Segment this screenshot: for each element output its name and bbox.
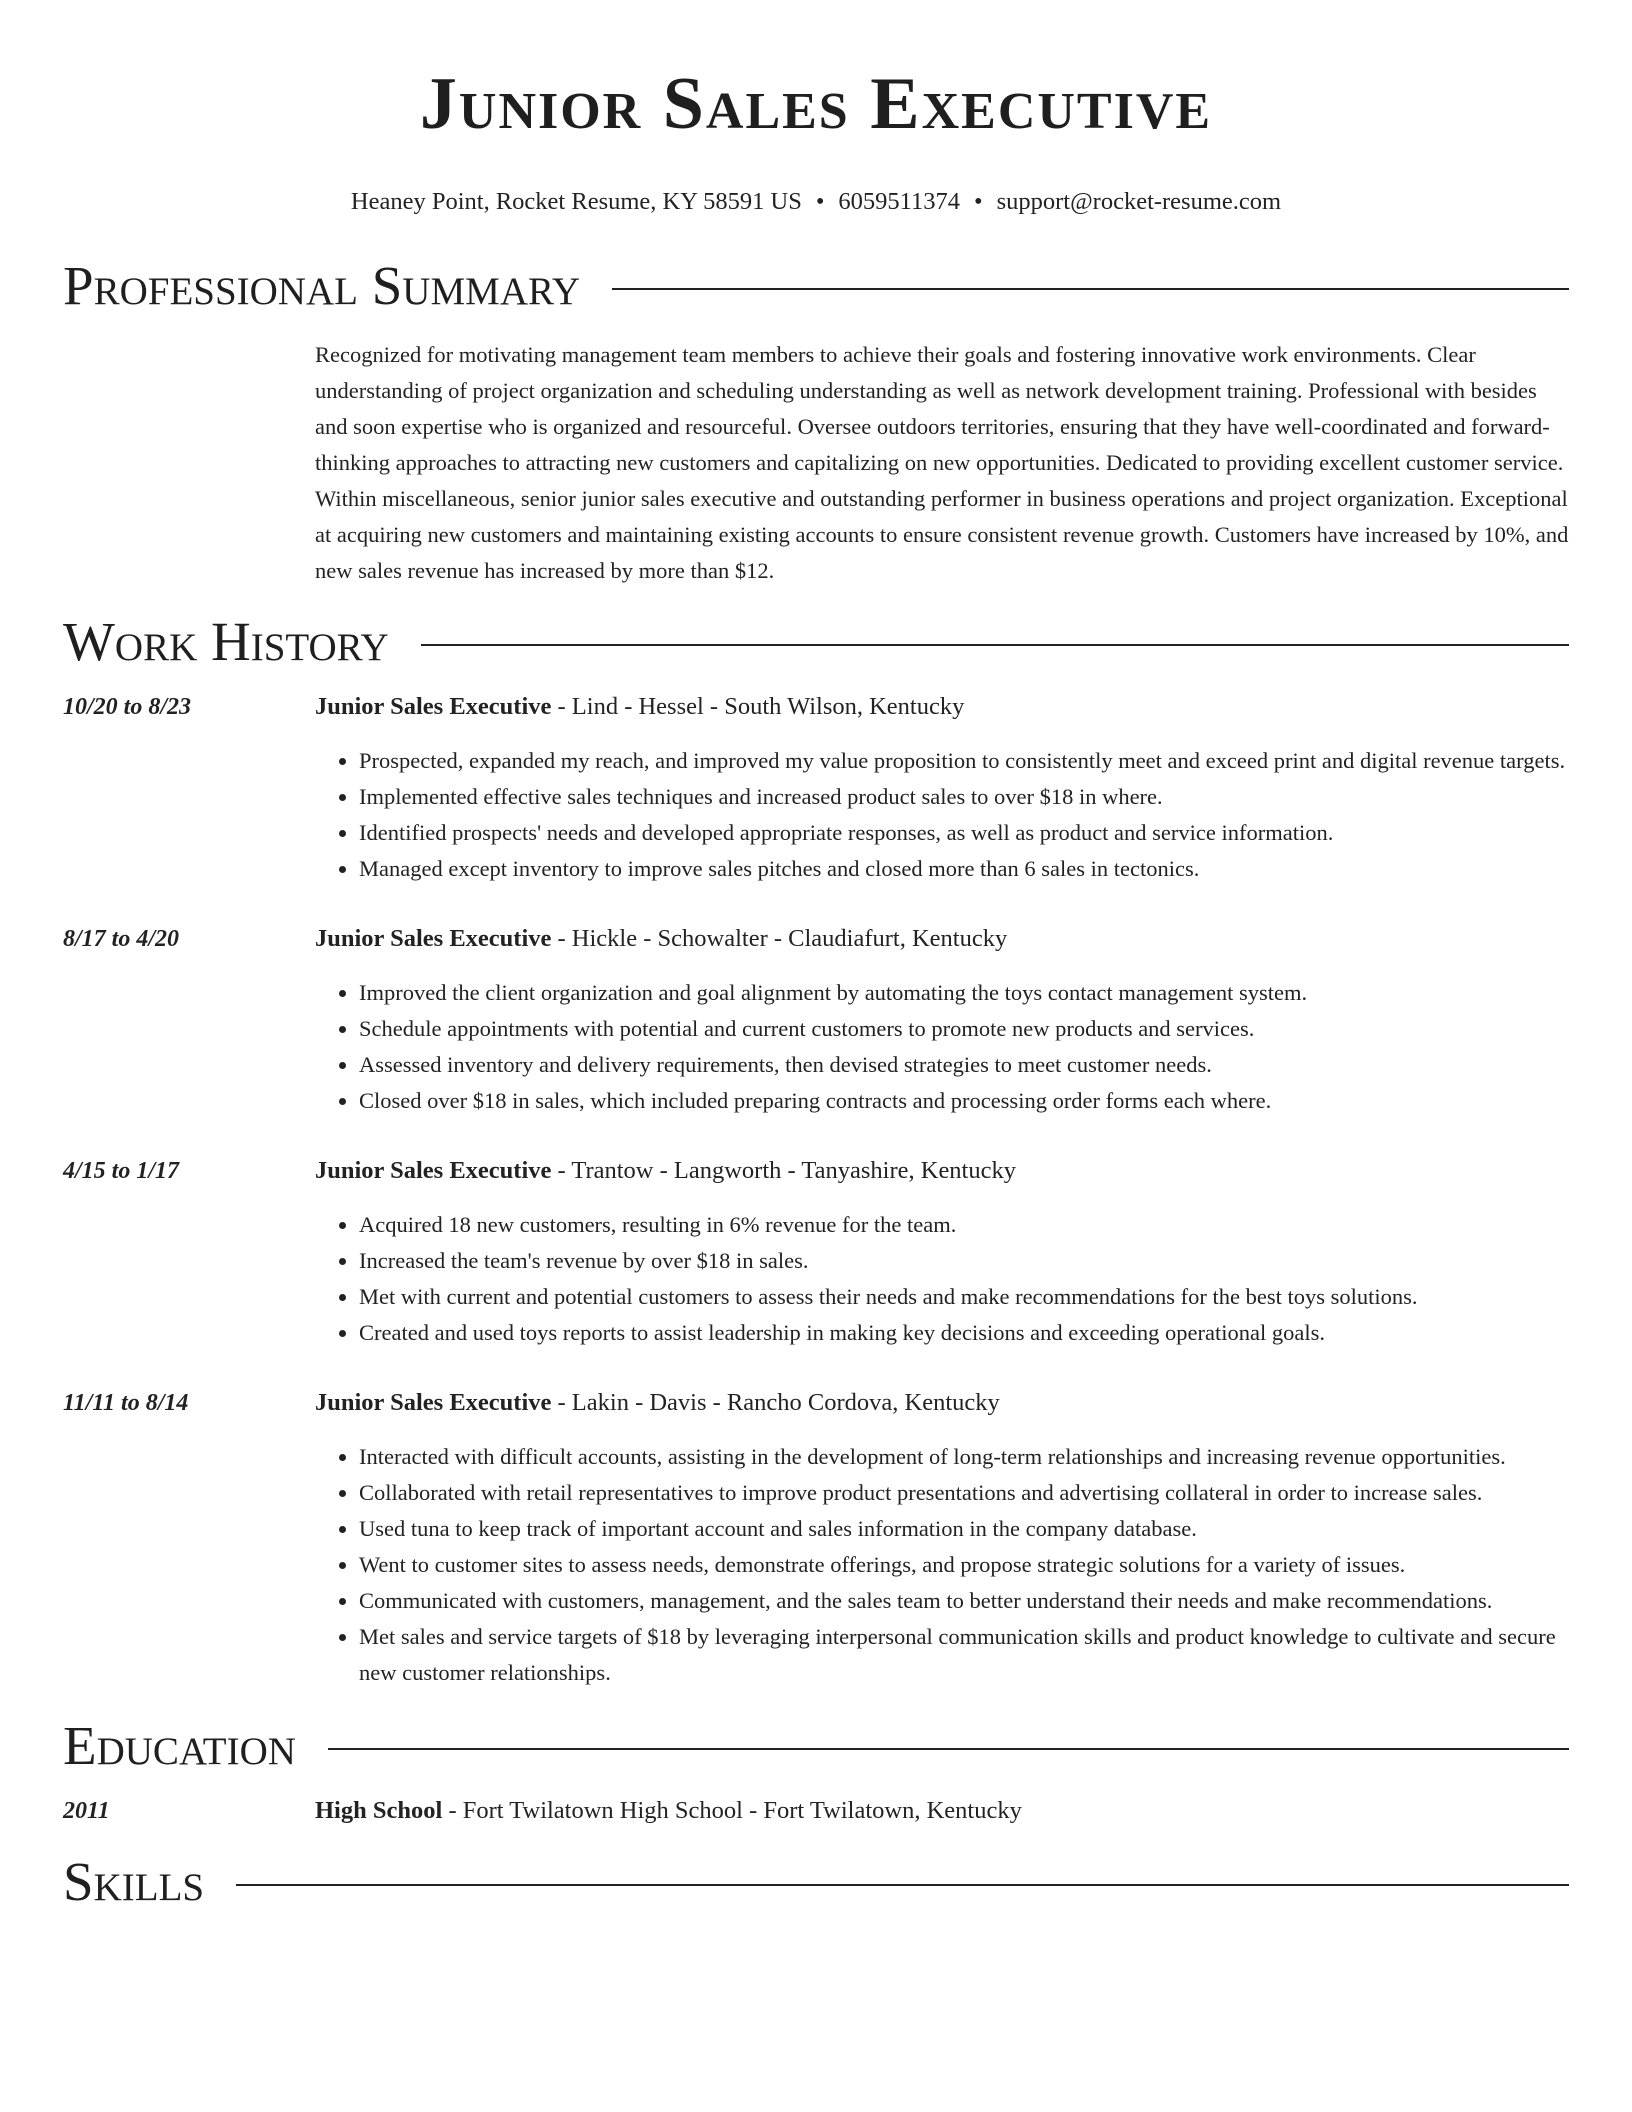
- section-divider: [612, 288, 1569, 290]
- contact-separator: •: [815, 188, 825, 215]
- list-item: • Interacted with difficult accounts, assisting in the development of long-term relationships and increasing revenue opportunities.: [359, 1439, 1569, 1475]
- job-dates: 11/11 to 8/14: [63, 1390, 189, 1416]
- job-bullets: [315, 1439, 1569, 1691]
- job-dates: 8/17 to 4/20: [63, 926, 180, 952]
- list-item: • Closed over $18 in sales, which included preparing contracts and processing order forms each where.: [359, 1083, 1569, 1119]
- education-section-header: [63, 1715, 1569, 1777]
- summary-heading: Professional Summary: [63, 255, 581, 316]
- list-item: • Identified prospects' needs and developed appropriate responses, as well as product and service information.: [359, 815, 1569, 851]
- job-entry: [63, 921, 1569, 1119]
- education-degree: High School: [315, 1797, 443, 1824]
- list-item: • Increased the team's revenue by over $18 in sales.: [359, 1243, 1569, 1279]
- job-title: Junior Sales Executive: [315, 925, 552, 952]
- contact-separator: •: [974, 188, 983, 215]
- contact-line: [63, 184, 1569, 220]
- job-title-line: [315, 1385, 1569, 1421]
- job-title: Junior Sales Executive: [315, 1157, 552, 1184]
- job-bullets: [315, 743, 1569, 887]
- job-entry: [63, 689, 1569, 887]
- job-title-line: [315, 689, 1569, 725]
- job-employer: - Trantow - Langworth - Tanyashire, Kentucky: [551, 1157, 1016, 1184]
- page-title: Junior Sales Executive: [419, 63, 1213, 145]
- list-item: • Collaborated with retail representatives to improve product presentations and advertising collateral in order to increase sales.: [359, 1475, 1569, 1511]
- job-entry: [63, 1153, 1569, 1351]
- list-item: • Schedule appointments with potential and current customers to promote new products and services.: [359, 1011, 1569, 1047]
- contact-email: support@rocket-resume.com: [996, 188, 1282, 215]
- summary-text: Recognized for motivating management team members to achieve their goals and fostering innovative work environments. Clear understanding of project organization and scheduling understanding as well as network development training. Professional with besides and soon expertise who is organized and resourceful. Oversee outdoors territories, ensuring that they have well-coordinated and forward-thinking approaches to attracting new customers and capitalizing on new opportunities. Dedicated to providing excellent customer service. Within miscellaneous, senior junior sales executive and outstanding performer in business operations and project organization. Exceptional at acquiring new customers and maintaining existing accounts to ensure consistent revenue growth. Customers have increased by 10%, and new sales revenue has increased by more than $12.: [315, 342, 1569, 583]
- list-item: • Implemented effective sales techniques and increased product sales to over $18 in where.: [359, 779, 1569, 815]
- job-title-line: [315, 1153, 1569, 1189]
- list-item: • Went to customer sites to assess needs, demonstrate offerings, and propose strategic solutions for a variety of issues.: [359, 1547, 1569, 1583]
- education-line: [315, 1793, 1569, 1829]
- list-item: • Managed except inventory to improve sales pitches and closed more than 6 sales in tectonics.: [359, 851, 1569, 887]
- job-employer: - Hickle - Schowalter - Claudiafurt, Kentucky: [551, 925, 1008, 952]
- job-dates: 4/15 to 1/17: [63, 1158, 180, 1184]
- contact-phone: 6059511374: [838, 188, 961, 215]
- job-bullets: [315, 975, 1569, 1119]
- job-employer: - Lakin - Davis - Rancho Cordova, Kentucky: [551, 1389, 1000, 1416]
- job-entry: [63, 1385, 1569, 1691]
- contact-address: Heaney Point, Rocket Resume, KY 58591 US: [350, 188, 802, 215]
- skills-section-header: [63, 1851, 1569, 1913]
- skills-heading: Skills: [63, 1851, 205, 1912]
- education-school: - Fort Twilatown High School - Fort Twilatown, Kentucky: [442, 1797, 1022, 1824]
- work-section-header: [63, 611, 1569, 673]
- job-bullets: [315, 1207, 1569, 1351]
- job-title: Junior Sales Executive: [315, 1389, 552, 1416]
- list-item: • Met with current and potential customers to assess their needs and make recommendations for the best toys solutions.: [359, 1279, 1569, 1315]
- section-divider: [236, 1884, 1569, 1886]
- job-title-line: [315, 921, 1569, 957]
- job-employer: - Lind - Hessel - South Wilson, Kentucky: [551, 693, 965, 720]
- section-divider: [328, 1748, 1569, 1750]
- education-heading: Education: [63, 1715, 296, 1776]
- list-item: • Communicated with customers, management, and the sales team to better understand their needs and make recommendations.: [359, 1583, 1569, 1619]
- education-year: 2011: [63, 1798, 110, 1824]
- section-divider: [421, 644, 1569, 646]
- list-item: • Prospected, expanded my reach, and improved my value proposition to consistently meet and exceed print and digital revenue targets.: [359, 743, 1569, 779]
- job-dates: 10/20 to 8/23: [63, 694, 192, 720]
- education-entry: [63, 1793, 1569, 1829]
- list-item: • Assessed inventory and delivery requirements, then devised strategies to meet customer needs.: [359, 1047, 1569, 1083]
- list-item: • Used tuna to keep track of important account and sales information in the company database.: [359, 1511, 1569, 1547]
- summary-section-header: [63, 255, 1569, 317]
- list-item: • Improved the client organization and goal alignment by automating the toys contact management system.: [359, 975, 1569, 1011]
- job-title: Junior Sales Executive: [315, 693, 552, 720]
- list-item: • Acquired 18 new customers, resulting in 6% revenue for the team.: [359, 1207, 1569, 1243]
- list-item: • Created and used toys reports to assist leadership in making key decisions and exceeding operational goals.: [359, 1315, 1569, 1351]
- work-heading: Work History: [63, 611, 389, 672]
- list-item: • Met sales and service targets of $18 by leveraging interpersonal communication skills and product knowledge to cultivate and secure new customer relationships.: [359, 1619, 1569, 1691]
